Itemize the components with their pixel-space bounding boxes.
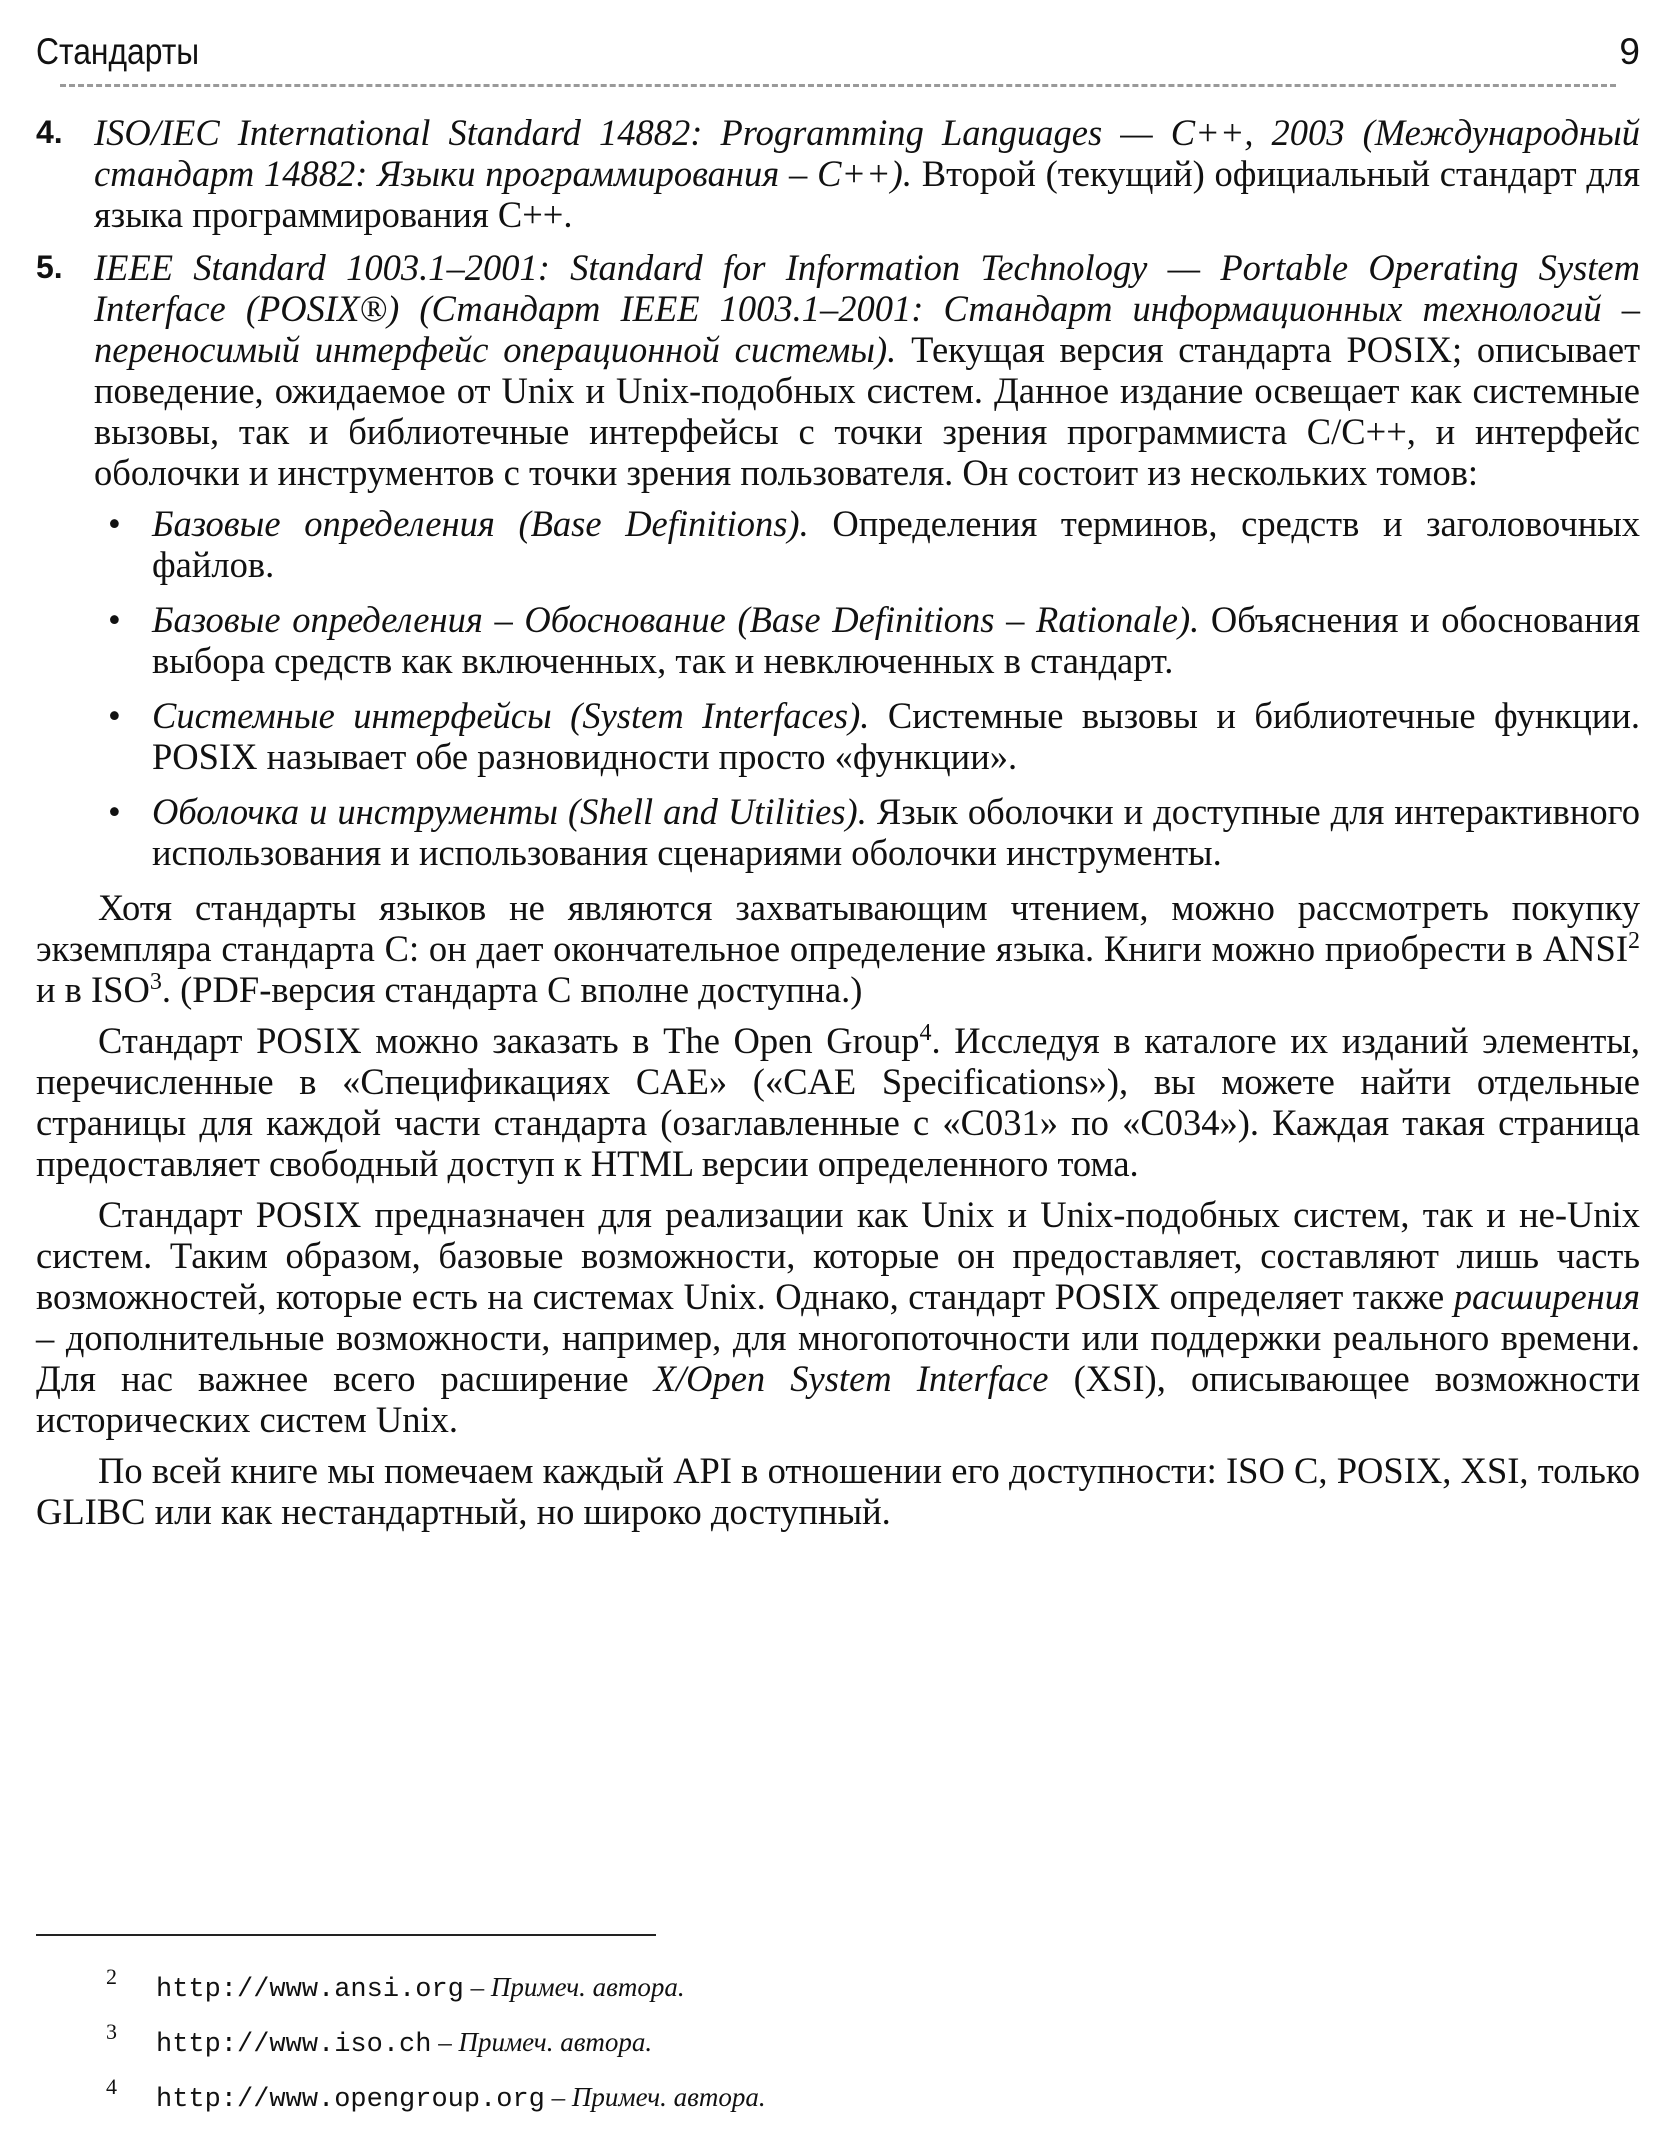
bullet-icon: •: [108, 599, 121, 640]
paragraph-text: Хотя стандарты языков не являются захватывающим чтением, можно рассмотреть покупку экземпляра стандарта C: он дает окончательное определение языка. Книги можно приобрести в ANSI: [36, 887, 1640, 969]
volume-title: Оболочка и инструменты (Shell and Utilities).: [152, 791, 867, 832]
list-item-number: 5.: [36, 249, 63, 285]
footnote-number: 4: [106, 2074, 117, 2099]
list-item-number: 4.: [36, 114, 63, 150]
footnote-number: 2: [106, 1964, 117, 1989]
volume-title: Системные интерфейсы (System Interfaces).: [152, 695, 870, 736]
emphasis-term: расширения: [1453, 1276, 1640, 1317]
volume-item: [94, 791, 1640, 873]
footnote-divider: [36, 1934, 656, 1936]
footnote-line: [156, 1972, 685, 2005]
chapter-title: Стандарты: [36, 31, 200, 72]
standard-title: ISO/IEC International Standard 14882: Programming Languages — C++, 2003 (Международный стандарт 14882: Языки программирования – C++).: [94, 112, 1640, 194]
paragraph-text: – дополнительные возможности, например, для многопоточности или поддержки реального времени. Для нас важнее всего расширение: [36, 1317, 1640, 1399]
footnote-note: – Примеч. автора.: [463, 1972, 685, 2002]
footnote-line: [156, 2027, 652, 2060]
paragraph-text: Стандарт POSIX предназначен для реализации как Unix и Unix-подобных систем, так и не-Unix систем. Таким образом, базовые возможности, которые он предоставляет, составляют лишь часть возможностей, которые есть на системах Unix. Однако, стандарт POSIX определяет также: [36, 1194, 1640, 1317]
volume-description: Системные вызовы и библиотечные функции. POSIX называет обе разновидности просто «функции».: [152, 695, 1640, 777]
standard-description: Второй (текущий) официальный стандарт для языка программирования C++.: [94, 153, 1640, 235]
footnote-ref: 2: [1628, 927, 1640, 954]
header-divider: [60, 84, 1616, 87]
footnote-ref: 3: [149, 968, 162, 995]
standard-title: IEEE Standard 1003.1–2001: Standard for Information Technology — Portable Operating System Interface (POSIX®) (Стандарт IEEE 1003.1–2001: Стандарт информационных технологий – переносимый интерфейс операционной системы).: [94, 247, 1640, 370]
volume-description: Объяснения и обоснования выбора средств как включенных, так и невключенных в стандарт.: [152, 599, 1641, 681]
volume-description: Язык оболочки и доступные для интерактивного использования и использования сценариями оболочки инструменты.: [152, 791, 1640, 873]
volume-item: [94, 695, 1640, 777]
bullet-icon: •: [108, 503, 121, 544]
paragraph-text: (XSI), описывающее возможности исторических систем Unix.: [36, 1358, 1640, 1440]
list-item-body: [94, 112, 1640, 235]
volume-list: [94, 503, 1640, 873]
volume-item: [94, 599, 1640, 681]
paragraph-text: Стандарт POSIX можно заказать в The Open Group: [98, 1020, 920, 1061]
emphasis-term: X/Open System Interface: [653, 1358, 1049, 1399]
paragraph-text: . Исследуя в каталоге их изданий элементы, перечисленные в «Спецификациях CAE» («CAE Specifications»), вы можете найти отдельные страницы для каждой части стандарта (озаглавленные с «C031» по «C034»). Каждая такая страница предоставляет свободный доступ к HTML версии определенного тома.: [36, 1020, 1640, 1184]
standard-description: Текущая версия стандарта POSIX; описывает поведение, ожидаемое от Unix и Unix-подобных систем. Данное издание освещает как системные вызовы, так и библиотечные интерфейсы с точки зрения программиста C/C++, и интерфейс оболочки и инструментов с точки зрения пользователя. Он состоит из нескольких томов:: [94, 329, 1641, 493]
footnote-ref: 4: [919, 1019, 932, 1046]
footnote-url[interactable]: http://www.opengroup.org: [156, 2085, 545, 2115]
footnote-note: – Примеч. автора.: [544, 2082, 766, 2112]
list-item-5: [36, 247, 1640, 873]
footnote-line: [156, 2082, 766, 2115]
main-content: [36, 112, 1640, 1542]
paragraph-text: и в ISO: [36, 969, 150, 1010]
footnote-url[interactable]: http://www.ansi.org: [156, 1975, 464, 2005]
paragraph-posix-order: [36, 1020, 1640, 1184]
volume-title: Базовые определения – Обоснование (Base Definitions – Rationale).: [152, 599, 1200, 640]
paragraph-text: . (PDF-версия стандарта C вполне доступна.): [161, 969, 863, 1010]
bullet-icon: •: [108, 695, 121, 736]
footnote-number: 3: [106, 2019, 117, 2044]
page-number: 9: [1619, 31, 1640, 72]
paragraph-api-marking: По всей книге мы помечаем каждый API в отношении его доступности: ISO C, POSIX, XSI, только GLIBC или как нестандартный, но широко доступный.: [36, 1450, 1640, 1532]
footnote-url[interactable]: http://www.iso.ch: [156, 2030, 432, 2060]
bullet-icon: •: [108, 791, 121, 832]
list-item-4: [36, 112, 1640, 235]
running-header: [36, 30, 1640, 74]
volume-title: Базовые определения (Base Definitions).: [152, 503, 809, 544]
paragraph-posix-purpose: [36, 1194, 1640, 1440]
volume-item: [94, 503, 1640, 585]
volume-description: Определения терминов, средств и заголовочных файлов.: [152, 503, 1641, 585]
paragraph-language-standards: [36, 887, 1640, 1010]
list-item-body: [94, 247, 1640, 493]
footnote-note: – Примеч. автора.: [431, 2027, 653, 2057]
